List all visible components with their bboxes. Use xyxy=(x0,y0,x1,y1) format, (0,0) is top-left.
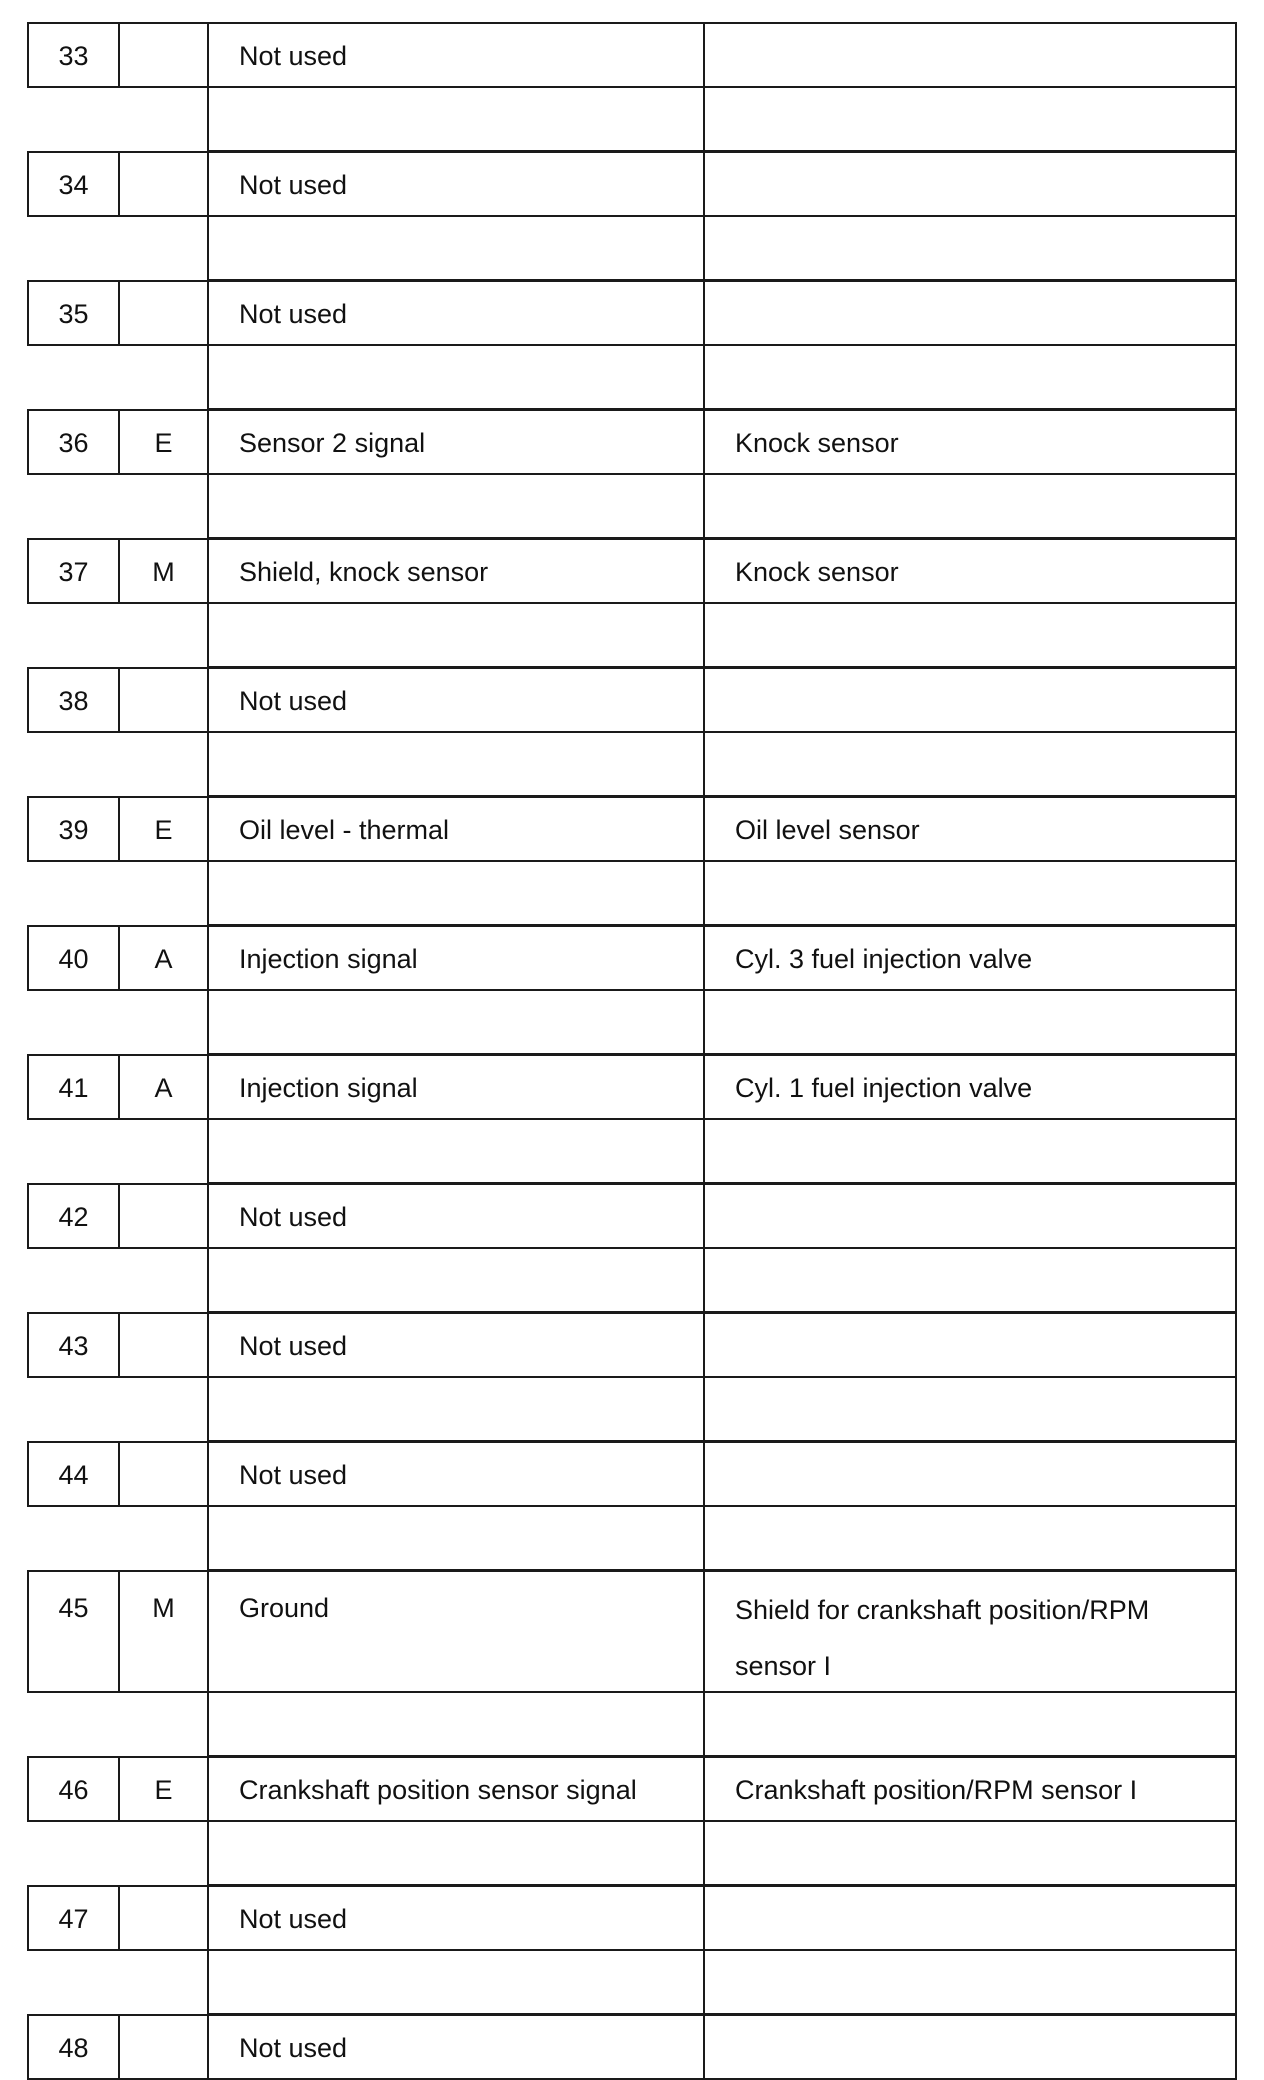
column-rule xyxy=(1235,860,1237,927)
column-rule xyxy=(1235,344,1237,411)
column-rule xyxy=(207,344,209,411)
column-rule xyxy=(207,1376,209,1443)
column-rule xyxy=(207,1441,209,1507)
column-rule xyxy=(1235,280,1237,346)
pin-component: Knock sensor xyxy=(735,428,899,458)
pin-component: Knock sensor xyxy=(735,557,899,587)
column-rule xyxy=(1235,1247,1237,1314)
column-rule xyxy=(118,1885,120,1951)
pin-description: Not used xyxy=(239,2033,348,2063)
column-rule xyxy=(207,796,209,862)
pin-code: E xyxy=(154,428,173,458)
column-rule xyxy=(207,2014,209,2080)
pin-number: 34 xyxy=(58,170,89,200)
column-rule xyxy=(1235,925,1237,991)
pin-description: Shield, knock sensor xyxy=(239,557,489,587)
pin-number: 44 xyxy=(58,1460,89,1490)
column-rule xyxy=(1235,1376,1237,1443)
pin-description: Not used xyxy=(239,686,348,716)
column-rule xyxy=(207,1691,209,1758)
column-rule xyxy=(703,1183,705,1249)
column-rule xyxy=(1235,1691,1237,1758)
column-rule xyxy=(703,796,705,862)
column-rule xyxy=(703,731,705,798)
pin-description: Not used xyxy=(239,299,348,329)
column-rule xyxy=(207,538,209,604)
column-rule xyxy=(1235,1756,1237,1822)
column-rule xyxy=(703,280,705,346)
pin-number: 41 xyxy=(58,1073,89,1103)
column-rule xyxy=(1235,473,1237,540)
column-rule xyxy=(703,215,705,282)
pin-code: E xyxy=(154,1775,173,1805)
pin-number: 33 xyxy=(58,41,89,71)
column-rule xyxy=(703,1949,705,2016)
column-rule xyxy=(207,1949,209,2016)
pin-description: Injection signal xyxy=(239,944,418,974)
column-rule xyxy=(1235,602,1237,669)
column-rule xyxy=(1235,1118,1237,1185)
pin-description: Ground xyxy=(239,1593,330,1623)
column-rule xyxy=(703,1054,705,1120)
column-rule xyxy=(207,667,209,733)
pin-code: M xyxy=(152,557,175,587)
column-rule xyxy=(1235,667,1237,733)
pin-number: 37 xyxy=(58,557,89,587)
pin-description: Not used xyxy=(239,1460,348,1490)
pin-description: Not used xyxy=(239,41,348,71)
column-rule xyxy=(207,1885,209,1951)
column-rule xyxy=(207,1756,209,1822)
column-rule xyxy=(1235,731,1237,798)
column-rule xyxy=(703,860,705,927)
column-rule xyxy=(703,86,705,153)
column-rule xyxy=(1235,409,1237,475)
column-rule xyxy=(703,667,705,733)
column-rule xyxy=(207,925,209,991)
column-rule xyxy=(207,989,209,1056)
column-rule xyxy=(703,22,705,88)
column-rule xyxy=(1235,151,1237,217)
pin-component: Crankshaft position/RPM sensor I xyxy=(735,1775,1138,1805)
column-rule xyxy=(703,538,705,604)
pin-number: 36 xyxy=(58,428,89,458)
column-rule xyxy=(703,1691,705,1758)
pin-number: 48 xyxy=(58,2033,89,2063)
column-rule xyxy=(118,2014,120,2080)
column-rule xyxy=(1235,215,1237,282)
pin-component: Oil level sensor xyxy=(735,815,920,845)
column-rule xyxy=(118,667,120,733)
pin-number: 47 xyxy=(58,1904,89,1934)
column-rule xyxy=(703,409,705,475)
column-rule xyxy=(1235,1312,1237,1378)
column-rule xyxy=(207,473,209,540)
column-rule xyxy=(207,1183,209,1249)
column-rule xyxy=(118,151,120,217)
column-rule xyxy=(1235,1183,1237,1249)
column-rule xyxy=(703,1118,705,1185)
pin-number: 46 xyxy=(58,1775,89,1805)
column-rule xyxy=(1235,2014,1237,2080)
pin-component: Shield for crankshaft position/RPM sensor I xyxy=(735,1595,1150,1681)
column-rule xyxy=(703,1820,705,1887)
column-rule xyxy=(703,1247,705,1314)
column-rule xyxy=(703,151,705,217)
column-rule xyxy=(207,215,209,282)
pin-number: 38 xyxy=(58,686,89,716)
column-rule xyxy=(207,1054,209,1120)
column-rule xyxy=(703,925,705,991)
column-rule xyxy=(207,1247,209,1314)
column-rule xyxy=(207,1505,209,1572)
pin-number: 43 xyxy=(58,1331,89,1361)
column-rule xyxy=(1235,1570,1237,1693)
column-rule xyxy=(118,280,120,346)
pin-description: Not used xyxy=(239,1331,348,1361)
pin-number: 42 xyxy=(58,1202,89,1232)
column-rule xyxy=(118,1183,120,1249)
column-rule xyxy=(207,602,209,669)
column-rule xyxy=(1235,1885,1237,1951)
column-rule xyxy=(207,280,209,346)
column-rule xyxy=(1235,1505,1237,1572)
column-rule xyxy=(703,2014,705,2080)
pin-code: E xyxy=(154,815,173,845)
column-rule xyxy=(118,1570,120,1693)
column-rule xyxy=(703,1885,705,1951)
column-rule xyxy=(703,1505,705,1572)
pin-code: A xyxy=(154,944,173,974)
column-rule xyxy=(1235,1441,1237,1507)
column-rule xyxy=(703,1441,705,1507)
pin-component: Cyl. 3 fuel injection valve xyxy=(735,944,1033,974)
column-rule xyxy=(703,473,705,540)
pin-number: 35 xyxy=(58,299,89,329)
pin-code: M xyxy=(152,1593,175,1623)
column-rule xyxy=(207,731,209,798)
column-rule xyxy=(118,1312,120,1378)
column-rule xyxy=(1235,989,1237,1056)
column-rule xyxy=(207,860,209,927)
column-rule xyxy=(1235,86,1237,153)
column-rule xyxy=(1235,1820,1237,1887)
pin-number: 39 xyxy=(58,815,89,845)
pin-code: A xyxy=(154,1073,173,1103)
column-rule xyxy=(207,1312,209,1378)
column-rule xyxy=(1235,22,1237,88)
column-rule xyxy=(703,1570,705,1693)
column-rule xyxy=(1235,1949,1237,2016)
column-rule xyxy=(703,1756,705,1822)
pin-component: Cyl. 1 fuel injection valve xyxy=(735,1073,1033,1103)
pin-description: Oil level - thermal xyxy=(239,815,450,845)
column-rule xyxy=(118,22,120,88)
pin-number: 40 xyxy=(58,944,89,974)
column-rule xyxy=(207,86,209,153)
column-rule xyxy=(27,1570,29,1693)
pin-number: 45 xyxy=(58,1593,89,1623)
column-rule xyxy=(1235,796,1237,862)
pin-description: Sensor 2 signal xyxy=(239,428,426,458)
pin-description: Not used xyxy=(239,1202,348,1232)
column-rule xyxy=(1235,538,1237,604)
column-rule xyxy=(207,151,209,217)
column-rule xyxy=(207,1118,209,1185)
pin-description: Injection signal xyxy=(239,1073,418,1103)
pin-description: Crankshaft position sensor signal xyxy=(239,1775,637,1805)
column-rule xyxy=(703,1376,705,1443)
pin-description: Not used xyxy=(239,170,348,200)
column-rule xyxy=(703,1312,705,1378)
column-rule xyxy=(207,22,209,88)
column-rule xyxy=(207,409,209,475)
column-rule xyxy=(703,602,705,669)
column-rule xyxy=(207,1820,209,1887)
column-rule xyxy=(703,344,705,411)
column-rule xyxy=(207,1570,209,1693)
column-rule xyxy=(118,1441,120,1507)
column-rule xyxy=(703,989,705,1056)
pin-description: Not used xyxy=(239,1904,348,1934)
column-rule xyxy=(1235,1054,1237,1120)
